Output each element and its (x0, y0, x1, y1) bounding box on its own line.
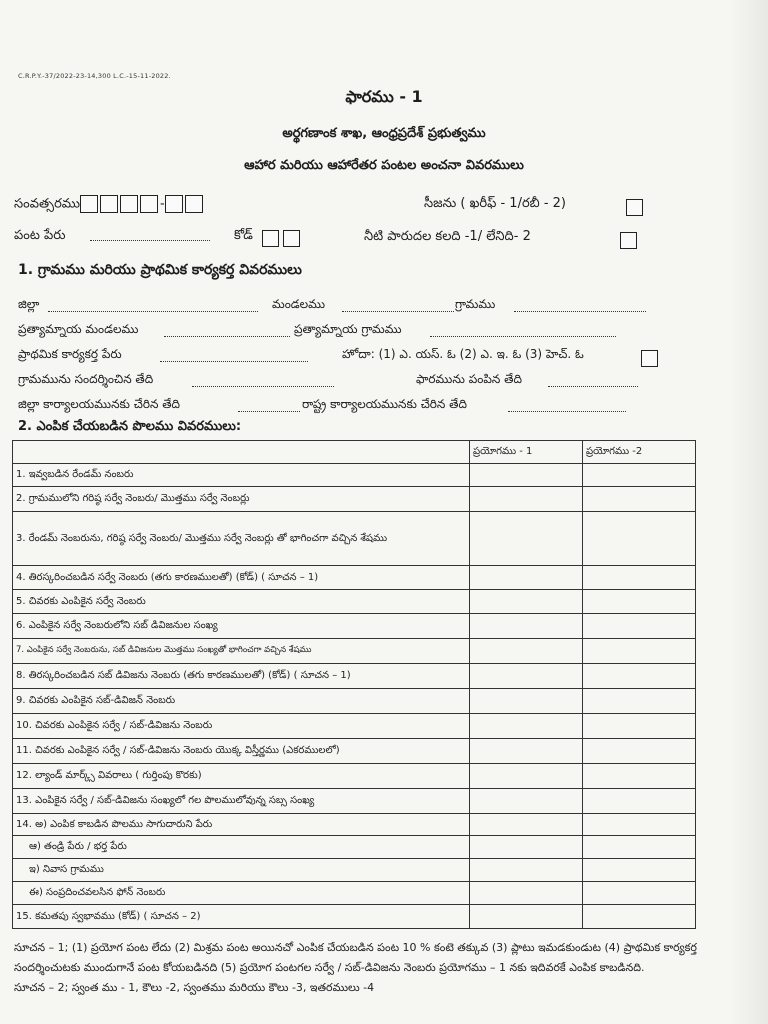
plot-details-table (12, 440, 696, 929)
alt-village-line[interactable] (430, 336, 616, 337)
season-label: సీజను ( ఖరీఫ్ - 1/రబీ - 2) (424, 196, 566, 211)
cell-exp1[interactable] (470, 689, 583, 714)
designation-box[interactable] (641, 350, 658, 367)
table-row (13, 814, 696, 836)
cell-exp2[interactable] (583, 764, 696, 789)
cell-exp1[interactable] (470, 664, 583, 689)
row-label: 8. తిరస్కరించబడిన సబ్ డివిజను నెంబరు (తగు కారణములతో) (కోడ్) ( సూచన – 1) (13, 664, 470, 689)
table-row (13, 882, 696, 905)
cell-exp2[interactable] (583, 836, 696, 859)
cell-exp2[interactable] (583, 639, 696, 664)
state-received-label: రాష్ట్ర కార్యాలయమునకు చేరిన తేది (302, 397, 467, 411)
col-header-experiment-1: ప్రయోగము - 1 (470, 441, 583, 464)
crop-line[interactable] (90, 240, 210, 241)
table-row (13, 859, 696, 882)
cell-exp1[interactable] (470, 764, 583, 789)
col-header-experiment-2: ప్రయోగము -2 (583, 441, 696, 464)
section1-heading: 1. గ్రామము మరియు ప్రాథమిక కార్యకర్త వివరములు (18, 262, 302, 278)
year-box[interactable] (80, 195, 98, 213)
row-label: 4. తిరస్కరించబడిన సర్వే నెంబరు (తగు కారణములతో) (కోడ్) ( సూచన – 1) (13, 566, 470, 590)
cell-exp1[interactable] (470, 905, 583, 929)
table-header-row (13, 441, 696, 464)
cell-exp2[interactable] (583, 859, 696, 882)
cell-exp2[interactable] (583, 714, 696, 739)
col-header-item (13, 441, 470, 464)
row-label: 2. గ్రామములోని గరిష్ఠ సర్వే నెంబరు/ మొత్తము సర్వే నెంబర్లు (13, 487, 470, 512)
alt-mandal-label: ప్రత్యామ్నాయ మండలము (18, 322, 139, 336)
cell-exp2[interactable] (583, 566, 696, 590)
table-row (13, 664, 696, 689)
year-box[interactable] (120, 195, 138, 213)
section2-heading: 2. ఎంపిక చేయబడిన పొలము వివరములు: (18, 419, 242, 434)
reference-number: C.R.P.Y.-37/2022-23-14,300 L.C.-15-11-2022. (18, 72, 171, 80)
year-box[interactable] (140, 195, 158, 213)
row-label: 14. అ) ఎంపిక కాబడిన పొలము సాగుదారుని పేరు (13, 814, 470, 836)
row-label: 10. చివరకు ఎంపికైన సర్వే / సబ్-డివిజను నెంబరు (13, 714, 470, 739)
district-received-line[interactable] (238, 411, 300, 412)
visit-date-line[interactable] (192, 386, 334, 387)
row-label: ఆ) తండ్రి పేరు / భర్త పేరు (13, 836, 470, 859)
year-field (14, 195, 205, 215)
row-label: ఇ) నివాస గ్రామము (13, 859, 470, 882)
cell-exp2[interactable] (583, 614, 696, 639)
year-box[interactable] (165, 195, 183, 213)
cell-exp1[interactable] (470, 590, 583, 614)
table-row (13, 789, 696, 814)
note-1: సూచన – 1; (1) ప్రయోగ పంట లేదు (2) మిశ్రమ పంట అయినచో ఎంపిక చేయబడిన పంట 10 % కంటె తక్కువ (3) ప్లాటు ఇమడకుండుట (4) ప్రాథమిక కార్యకర్త సందర్శించుటకు ముందుగానే పంట కోయబడినది (5) ప్రయోగ పంటగల సర్వే / సబ్-డివిజను నెంబరు ప్రయోగము – 1 నకు ఇదివరకే ఎంపిక కాబడినది. (14, 941, 697, 974)
year-box[interactable] (100, 195, 118, 213)
row-label: 15. కమతపు స్వభావము (కోడ్) ( సూచన – 2) (13, 905, 470, 929)
table-row (13, 689, 696, 714)
year-separator: - (160, 196, 165, 212)
notes-block (14, 938, 749, 998)
mandal-line[interactable] (342, 311, 454, 312)
note-2: సూచన – 2; స్వంత ము - 1, కౌలు -2, స్వంతము మరియు కౌలు -3, ఇతరములు -4 (14, 981, 375, 994)
code-label: కోడ్ (234, 228, 253, 243)
cell-exp1[interactable] (470, 639, 583, 664)
form-sent-line[interactable] (548, 386, 638, 387)
cell-exp1[interactable] (470, 739, 583, 764)
cell-exp2[interactable] (583, 882, 696, 905)
form-sent-label: ఫారమును పంపిన తేది (416, 372, 522, 386)
cell-exp1[interactable] (470, 859, 583, 882)
cell-exp2[interactable] (583, 814, 696, 836)
irrigation-box[interactable] (620, 232, 637, 249)
cell-exp1[interactable] (470, 714, 583, 739)
cell-exp1[interactable] (470, 566, 583, 590)
cell-exp2[interactable] (583, 464, 696, 487)
cell-exp1[interactable] (470, 836, 583, 859)
table-row (13, 464, 696, 487)
district-line[interactable] (48, 311, 258, 312)
designation-label: హోదా: (1) ఎ. యస్. ఓ (2) ఎ. ఇ. ఓ (3) హెచ్. ఓ (342, 347, 584, 361)
table-row (13, 836, 696, 859)
year-label: సంవత్సరము (14, 196, 81, 212)
season-box[interactable] (626, 199, 643, 216)
form-subject: ఆహార మరియు ఆహారేతర పంటల అంచనా వివరములు (244, 158, 524, 173)
cell-exp1[interactable] (470, 789, 583, 814)
cell-exp1[interactable] (470, 814, 583, 836)
cell-exp2[interactable] (583, 689, 696, 714)
crop-label: పంట పేరు (14, 228, 66, 243)
row-label: 9. చివరకు ఎంపికైన సబ్-డివిజన్ నెంబరు (13, 689, 470, 714)
table-row (13, 512, 696, 566)
cell-exp1[interactable] (470, 614, 583, 639)
alt-mandal-line[interactable] (164, 336, 290, 337)
irrigation-label: నీటి పారుదల కలది -1/ లేనిది- 2 (364, 229, 531, 244)
row-label: 12. ల్యాండ్ మార్క్స్ వివరాలు ( గుర్తింపు కొరకు) (13, 764, 470, 789)
row-label: ఈ) సంప్రదించవలసిన ఫోన్ నెంబరు (13, 882, 470, 905)
cell-exp2[interactable] (583, 739, 696, 764)
table-row (13, 739, 696, 764)
cell-exp2[interactable] (583, 590, 696, 614)
cell-exp2[interactable] (583, 664, 696, 689)
row-label: 13. ఎంపికైన సర్వే / సబ్-డివిజను సంఖ్యలో గల పొలములోవున్న సబ్స సంఖ్య (13, 789, 470, 814)
table-row (13, 714, 696, 739)
table-row (13, 590, 696, 614)
table-row (13, 905, 696, 929)
cell-exp1[interactable] (470, 512, 583, 566)
code-box[interactable] (262, 230, 279, 247)
row-label: 11. చివరకు ఎంపికైన సర్వే / సబ్-డివిజను నెంబరు యొక్క విస్తీర్ణము (ఎకరములలో) (13, 739, 470, 764)
cell-exp1[interactable] (470, 487, 583, 512)
table-row (13, 566, 696, 590)
cell-exp2[interactable] (583, 512, 696, 566)
mandal-label: మండలము (272, 297, 326, 311)
cell-exp2[interactable] (583, 789, 696, 814)
row-label: 6. ఎంపికైన సర్వే నెంబరులోని సబ్ డివిజనుల సంఖ్య (13, 614, 470, 639)
row-label: 3. రేండమ్ నెంబరును, గరిష్ఠ సర్వే నెంబరు/ మొత్తము సర్వే నెంబర్లు తో భాగించగా వచ్చిన శేషము (13, 512, 470, 566)
page-shadow (728, 0, 768, 1024)
row-label: 5. చివరకు ఎంపికైన సర్వే నెంబరు (13, 590, 470, 614)
code-box[interactable] (283, 230, 300, 247)
worker-name-line[interactable] (160, 361, 308, 362)
department-title: అర్థగణాంక శాఖ, ఆంధ్రప్రదేశ్ ప్రభుత్వము (282, 126, 486, 141)
cell-exp1[interactable] (470, 464, 583, 487)
alt-village-label: ప్రత్యామ్నాయ గ్రామము (294, 322, 402, 336)
table-row (13, 639, 696, 664)
row-label: 7. ఎంపికైన సర్వే నెంబరును, సబ్ డివిజనుల మొత్తము సంఖ్యతో భాగించగా వచ్చిన శేషము (13, 639, 470, 664)
cell-exp1[interactable] (470, 882, 583, 905)
state-received-line[interactable] (508, 411, 626, 412)
form-title: ఫారము - 1 (345, 87, 423, 106)
visit-date-label: గ్రామమును సందర్శించిన తేది (18, 372, 154, 386)
table-row (13, 487, 696, 512)
row-label: 1. ఇవ్వబడిన రేండమ్ నంబరు (13, 464, 470, 487)
village-line[interactable] (514, 311, 646, 312)
cell-exp2[interactable] (583, 905, 696, 929)
district-received-label: జిల్లా కార్యాలయమునకు చేరిన తేది (18, 397, 181, 411)
cell-exp2[interactable] (583, 487, 696, 512)
village-label: గ్రామము (455, 297, 496, 311)
worker-name-label: ప్రాథమిక కార్యకర్త పేరు (18, 347, 122, 361)
district-label: జిల్లా (18, 297, 40, 311)
table-row (13, 764, 696, 789)
table-row (13, 614, 696, 639)
year-box[interactable] (185, 195, 203, 213)
